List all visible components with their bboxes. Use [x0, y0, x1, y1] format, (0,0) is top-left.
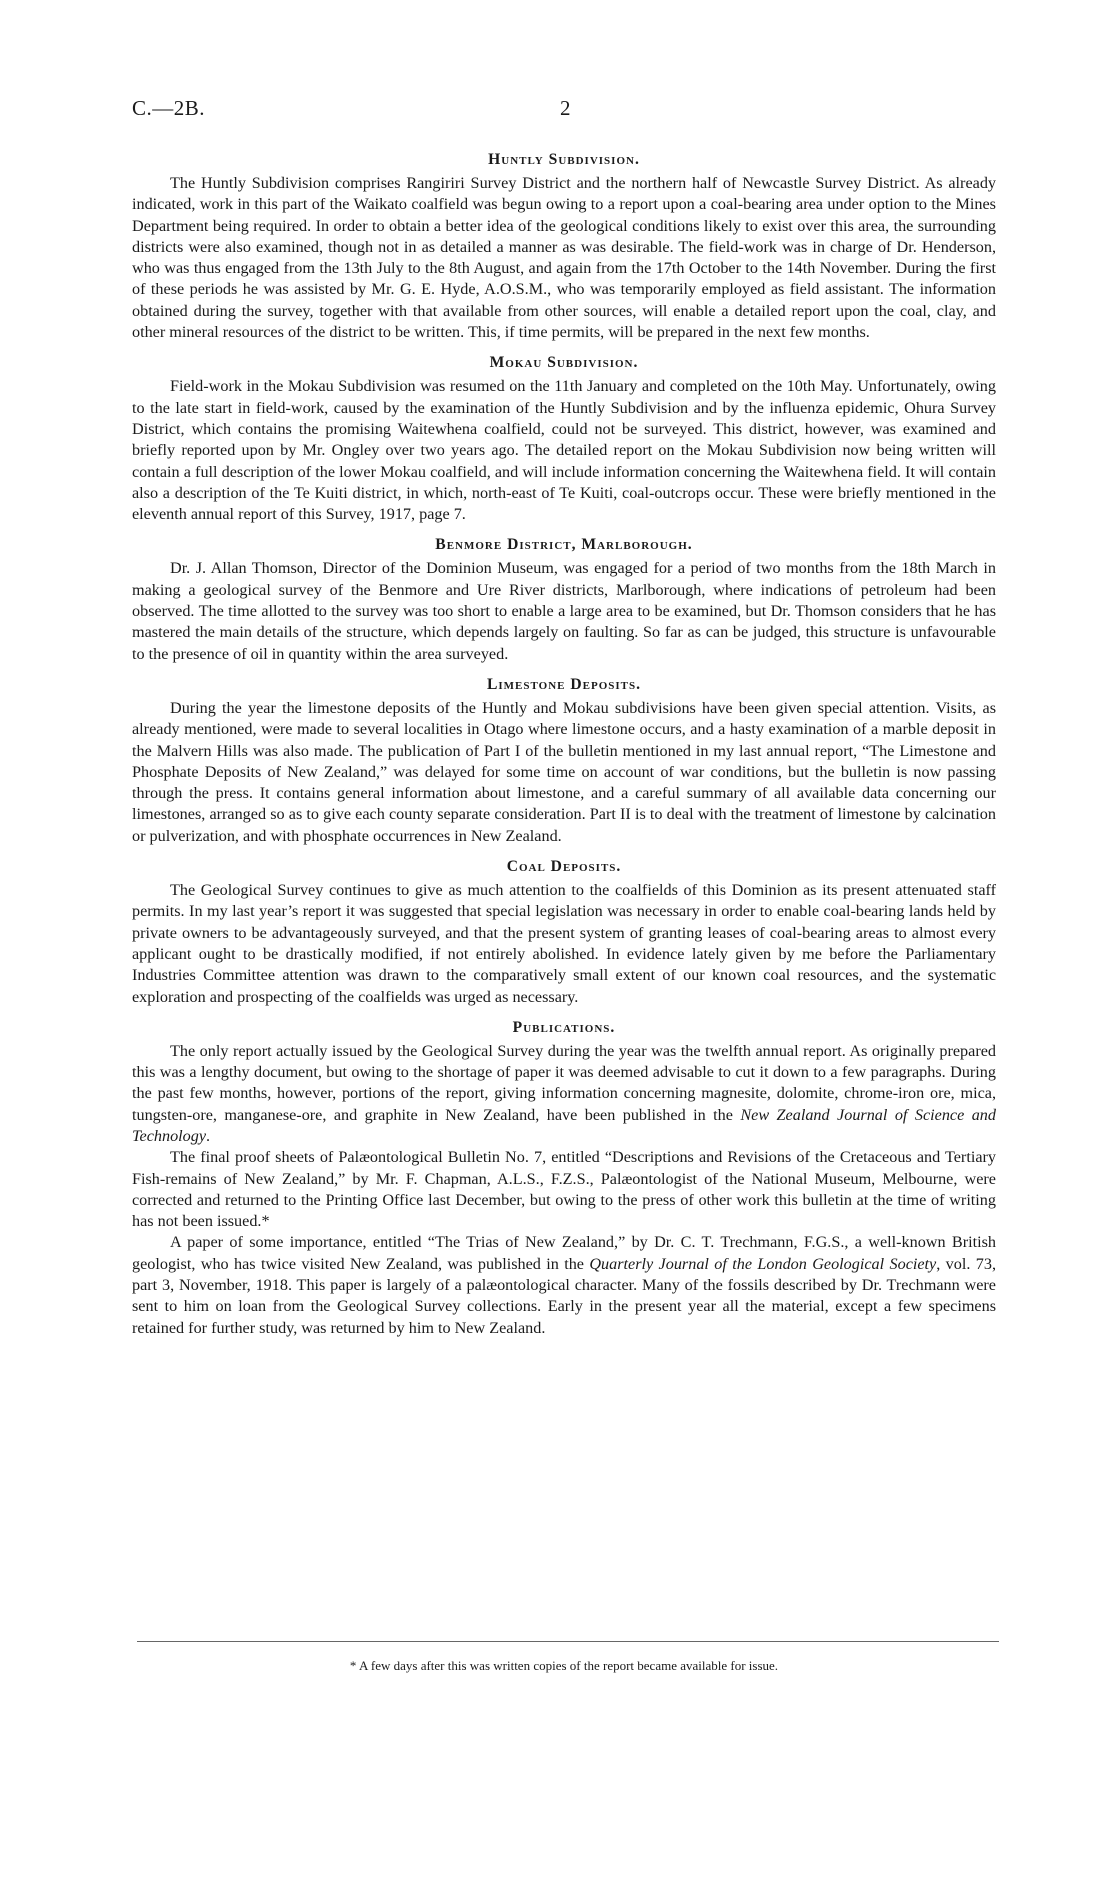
paragraph-text-end: , vol. 73, part 3, November, 1918. This paper is largely of a palæontological character. Many of the fossils described by Dr. Trechmann were sent to him on loan from the Geological Survey collections. Early in the present year all the material, except a few specimens retained for further study, was returned by him to New Zealand. [132, 1254, 996, 1337]
paragraph-text: The only report actually issued by the Geological Survey during the year was the twelfth annual report. As originally prepared this was a lengthy document, but owing to the shortage of paper it was deemed advisable to cut it down to a few paragraphs. During the past few months, however, portions of the report, giving information concerning magnesite, dolomite, chrome-iron ore, mica, tungsten-ore, manganese-ore, and graphite in New Zealand, have been published in the [132, 1041, 996, 1124]
report-reference: C.—2B. [132, 96, 206, 120]
paragraph-text-end: . [206, 1126, 211, 1145]
footnote: * A few days after this was written copies of the report became available for issue. [349, 1658, 779, 1673]
section-title-mokau: Mokau Subdivision. [489, 354, 639, 372]
footnote-divider [137, 1641, 999, 1642]
section-title-huntly: Huntly Subdivision. [488, 151, 640, 168]
journal-title: Quarterly Journal of the London Geological Society [589, 1254, 937, 1273]
paragraph-benmore: Dr. J. Allan Thomson, Director of the Dominion Museum, was engaged for a period of two months from the 18th March in making a geological survey of the Benmore and Ure River districts, Marlborough, where indications of petroleum had been observed. The time allotted to the survey was too short to enable a large area to be examined, but Dr. Thomson considers that he has mastered the main details of the structure, which depends largely on faulting. So far as can be judged, this structure is unfavourable to the presence of oil in quantity within the area surveyed. [132, 559, 996, 663]
paragraph-text: A paper of some importance, entitled “The Trias of New Zealand,” by Dr. C. T. Trechmann, F.G.S., a well-known British geologist, who has twice visited New Zealand, was published in the [132, 1233, 996, 1273]
journal-title: New Zealand Journal of Science and Technology [132, 1105, 996, 1145]
document-body [132, 146, 996, 1339]
section-title-benmore: Benmore District, Marlborough. [435, 536, 693, 554]
section-title-publications: Publications. [512, 1018, 616, 1036]
paragraph-coal: The Geological Survey continues to give as much attention to the coalfields of this Dominion as its present attenuated staff permits. In my last year’s report it was suggested that special legislation was necessary in order to enable coal-bearing lands held by private owners to be advantageously surveyed, and that the present system of granting leases of coal-bearing areas to almost every applicant ought to be drastically modified, if not entirely abolished. In evidence lately given by me before the Parliamentary Industries Committee attention was drawn to the comparatively small extent of our known coal resources, and the systematic exploration and prospecting of the coalfields was urged as necessary. [132, 881, 996, 1006]
page-header [132, 96, 992, 130]
section-title-coal: Coal Deposits. [506, 858, 622, 876]
paragraph-huntly: The Huntly Subdivision comprises Rangiriri Survey District and the northern half of Newcastle Survey District. As already indicated, work in this part of the Waikato coalfield was begun owing to a report upon a coal-bearing area under option to the Mines Department being required. In order to obtain a better idea of the geological conditions likely to exist over this area, the surrounding districts were also examined, though not in as detailed a manner as was desirable. The field-work was in charge of Dr. Henderson, who was thus engaged from the 13th July to the 8th August, and again from the 17th October to the 14th November. During the first of these periods he was assisted by Mr. G. E. Hyde, A.O.S.M., who was temporarily employed as field assistant. The information obtained during the survey, together with that available from other sources, will enable a detailed report upon the coal, clay, and other mineral resources of the district to be written. This, if time permits, will be prepared in the next few months. [132, 174, 996, 342]
paragraph-publications-3 [132, 1232, 996, 1338]
paragraph-publications-1 [132, 1041, 996, 1147]
paragraph-limestone: During the year the limestone deposits of the Huntly and Mokau subdivisions have been given special attention. Visits, as already mentioned, were made to several localities in Otago where limestone occurs, and a hasty examination of a marble deposit in the Malvern Hills was also made. The publication of Part I of the bulletin mentioned in my last annual report, “The Limestone and Phosphate Deposits of New Zealand,” was delayed for some time on account of war conditions, but the bulletin is now passing through the press. It contains general information about limestone, and a careful summary of all available data concerning our limestones, arranged so as to give each county separate consideration. Part II is to deal with the treatment of limestone by calcination or pulverization, and with phosphate occurrences in New Zealand. [132, 698, 996, 845]
paragraph-publications-2: The final proof sheets of Palæontological Bulletin No. 7, entitled “Descriptions and Revisions of the Cretaceous and Tertiary Fish-remains of New Zealand,” by Mr. F. Chapman, A.L.S., F.Z.S., Palæontologist of the National Museum, Melbourne, were corrected and returned to the Printing Office last December, but owing to the press of other work this bulletin at the time of writing has not been issued.* [132, 1148, 996, 1231]
paragraph-mokau: Field-work in the Mokau Subdivision was resumed on the 11th January and completed on the 10th May. Unfortunately, owing to the late start in field-work, caused by the examination of the Huntly Subdivision and by the influenza epidemic, Ohura Survey District, which contains the promising Waitewhena coalfield, could not be surveyed. This district, however, was examined and briefly reported upon by Mr. Ongley over two years ago. The detailed report on the Mokau Subdivision now being written will contain a full description of the lower Mokau coalfield, and will include information concerning the Waitewhena field. It will contain also a description of the Te Kuiti district, in which, north-east of Te Kuiti, coal-outcrops occur. These were briefly mentioned in the eleventh annual report of this Survey, 1917, page 7. [132, 377, 996, 524]
page-number: 2 [560, 96, 571, 120]
section-title-limestone: Limestone Deposits. [486, 675, 642, 693]
